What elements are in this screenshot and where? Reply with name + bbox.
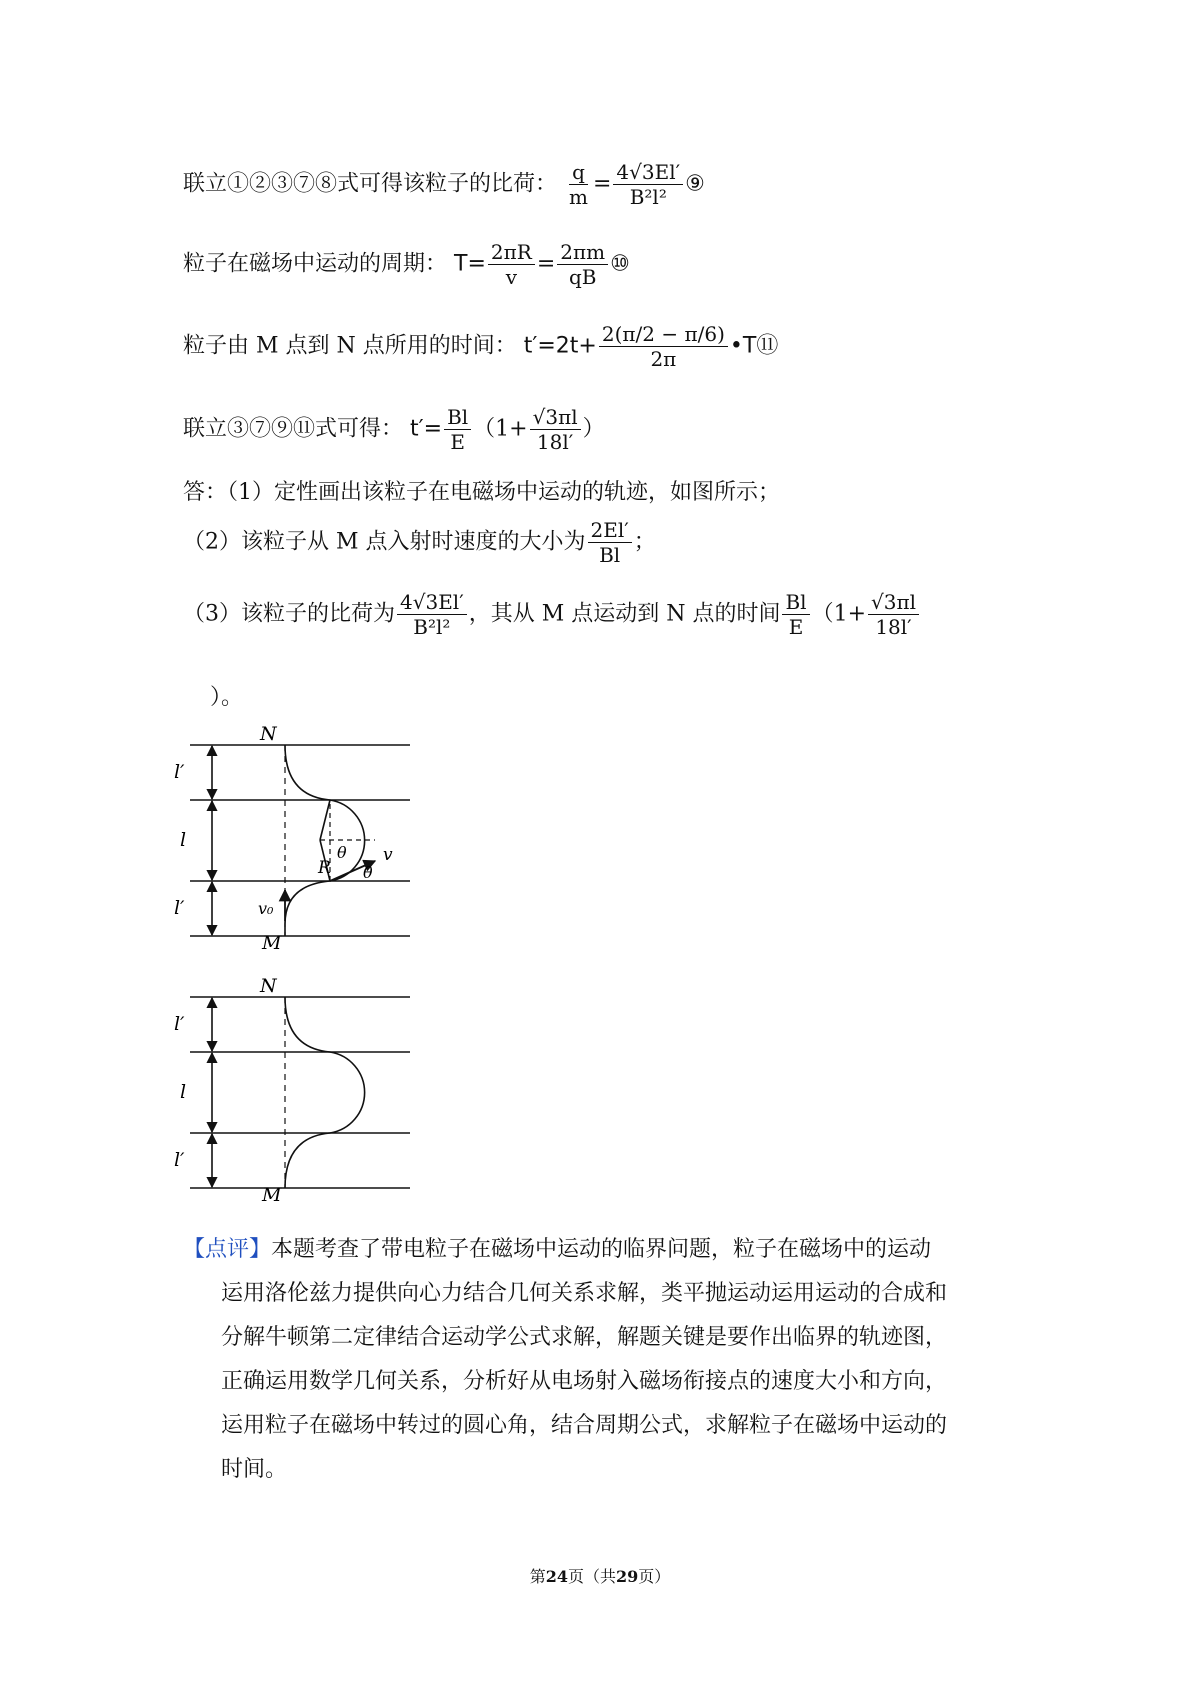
fraction-charge-ratio: $\frac{4√3El'}{\text{B²l²}}$	[613, 160, 683, 209]
equation-line-2: 粒子在磁场中运动的周期： T= $\frac{2\pi R}{v}$ = $\frac{2\pi m}{qB}$ ⑩	[183, 240, 630, 289]
review-line: 运用粒子在磁场中转过的圆心角，结合周期公式，求解粒子在磁场中运动的	[221, 1413, 948, 1438]
equation-line-4: 联立③⑦⑨⑪式可得： t′= $\frac{Bl}{E}$ （1+ $\frac{√3\pi l}{18l'}$ ）	[183, 405, 605, 454]
answer-1: 答：（1）定性画出该粒子在电磁场中运动的轨迹，如图所示；	[183, 480, 780, 505]
review-line: 本题考查了带电粒子在磁场中运动的临界问题，粒子在磁场中的运动	[271, 1237, 932, 1262]
line-text: 粒子在磁场中运动的周期：	[183, 251, 448, 277]
fraction-q-over-m: $\frac{q}{m}$	[569, 160, 588, 209]
review-tag: 【点评】	[183, 1237, 272, 1262]
label-l: l	[180, 1081, 187, 1103]
equation-line-3: 粒子由 M 点到 N 点所用的时间： t′=2t+ $\frac{2(\pi/2 - \pi/6)}{2\pi}$ •T⑪	[183, 322, 779, 371]
answer-3-close: ）。	[210, 685, 244, 710]
fraction-Bl-over-E-answer: $\frac{Bl}{E}$	[782, 590, 809, 639]
equation-number: ⑨	[685, 171, 705, 197]
fraction-Bl-over-E: $\frac{Bl}{E}$	[444, 405, 471, 454]
trajectory-upper-curve	[285, 745, 330, 800]
label-l: l	[180, 829, 187, 851]
line-text: 粒子由 M 点到 N 点所用的时间：	[183, 333, 517, 359]
trajectory-upper-curve	[285, 997, 330, 1052]
review-section	[183, 1228, 1023, 1492]
label-N: N	[260, 975, 277, 997]
page-footer: 第24页（共29页）	[529, 1567, 671, 1586]
fraction-2pim-over-qB: $\frac{2\pi m}{qB}$	[557, 240, 608, 289]
label-l-prime-bottom: l′	[174, 1149, 185, 1171]
label-l-prime-top: l′	[174, 1013, 185, 1035]
page-number: 24	[545, 1567, 568, 1586]
line-text: 联立③⑦⑨⑪式可得：	[183, 416, 404, 442]
label-M: M	[262, 1184, 282, 1202]
label-M: M	[262, 932, 282, 950]
trajectory-lower-curve	[285, 881, 330, 936]
label-l-prime-top: l′	[174, 761, 185, 783]
line-text: 联立①②③⑦⑧式可得该粒子的比荷：	[183, 171, 558, 197]
trajectory-figure-1	[170, 718, 420, 950]
trajectory-arc	[330, 1052, 365, 1133]
label-N: N	[260, 723, 277, 745]
equation-line-1: 联立①②③⑦⑧式可得该粒子的比荷： $\frac{q}{m}$ = $\frac{4√3El'}{\text{B²l²}}$ ⑨	[183, 160, 705, 209]
review-line: 正确运用数学几何关系，分析好从电场射入磁场衔接点的速度大小和方向，	[221, 1369, 948, 1394]
trajectory-lower-curve	[285, 1133, 330, 1188]
review-line: 时间。	[221, 1457, 288, 1482]
fraction-speed: $\frac{2El'}{Bl}$	[588, 518, 632, 567]
fraction-time-term-answer: $\frac{√3\pi l}{18l'}$	[868, 590, 919, 639]
equation-number: ⑪	[756, 333, 779, 359]
fraction-2piR-over-v: $\frac{2\pi R}{v}$	[488, 240, 535, 289]
review-line: 分解牛顿第二定律结合运动学公式求解，解题关键是要作出临界的轨迹图，	[221, 1325, 948, 1350]
answer-2: （2）该粒子从 M 点入射时速度的大小为 $\frac{2El'}{Bl}$ ；	[183, 518, 656, 567]
fraction-time-term: $\frac{√3\pi l}{18l'}$	[530, 405, 581, 454]
label-v: v	[383, 845, 393, 865]
fraction-charge-ratio-answer: $\frac{4√3El'}{\text{B²l²}}$	[397, 590, 467, 639]
label-theta-1: θ	[337, 843, 347, 862]
equation-number: ⑩	[610, 251, 630, 277]
label-v0: v₀	[258, 899, 274, 918]
review-line: 运用洛伦兹力提供向心力结合几何关系求解，类平抛运动运用运动的合成和	[221, 1281, 948, 1306]
total-pages: 29	[616, 1567, 639, 1586]
radius-line	[320, 800, 330, 840]
label-R: R	[318, 858, 331, 878]
trajectory-figure-2	[170, 970, 420, 1202]
label-theta-2: θ	[363, 863, 373, 882]
fraction-angle-over-2pi: $\frac{2(\pi/2 - \pi/6)}{2\pi}$	[599, 322, 728, 371]
label-l-prime-bottom: l′	[174, 897, 185, 919]
answer-3: （3）该粒子的比荷为 $\frac{4√3El'}{\text{B²l²}}$ ，其从 M 点运动到 N 点的时间 $\frac{Bl}{E}$ （1+ $\frac{√3\pi l}{18l'}$	[183, 590, 921, 639]
